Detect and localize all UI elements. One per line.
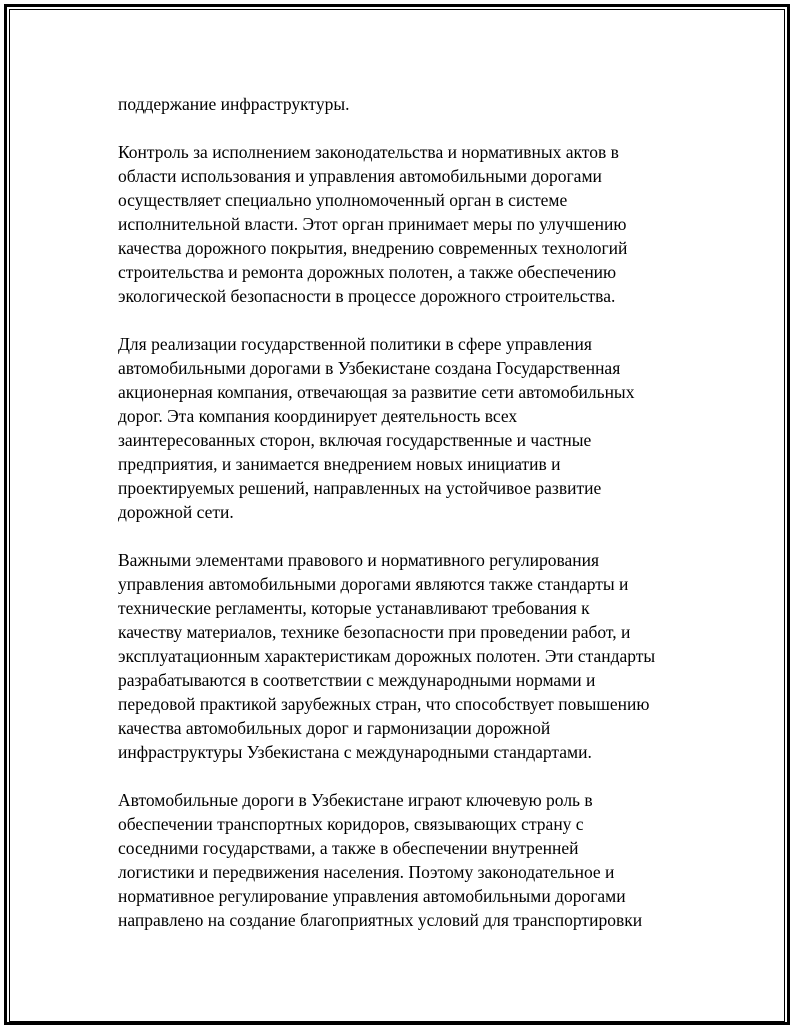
- text-line: качеству материалов, технике безопасности при проведении работ, и: [118, 622, 631, 642]
- paragraph-1: [118, 92, 718, 116]
- text-line: автомобильными дорогами в Узбекистане создана Государственная: [118, 358, 621, 378]
- text-line: логистики и передвижения населения. Поэтому законодательное и: [118, 862, 615, 882]
- text-line: соседними государствами, а также в обеспечении внутренней: [118, 838, 579, 858]
- text-line: дорожной сети.: [118, 502, 234, 522]
- text-line: инфраструктуры Узбекистана с международными стандартами.: [118, 742, 592, 762]
- text-line: технические регламенты, которые устанавливают требования к: [118, 598, 590, 618]
- text-line: предприятия, и занимается внедрением новых инициатив и: [118, 454, 561, 474]
- text-line: исполнительной власти. Этот орган принимает меры по улучшению: [118, 214, 627, 234]
- text-line: акционерная компания, отвечающая за развитие сети автомобильных: [118, 382, 635, 402]
- paragraph-2: [118, 140, 718, 308]
- paragraph-5: [118, 788, 718, 932]
- text-line: заинтересованных сторон, включая государственные и частные: [118, 430, 592, 450]
- text-line: разрабатываются в соответствии с международными нормами и: [118, 670, 596, 690]
- paragraph-gap: [118, 308, 718, 332]
- text-line: управления автомобильными дорогами являются также стандарты и: [118, 574, 629, 594]
- text-line: Контроль за исполнением законодательства и нормативных актов в: [118, 142, 619, 162]
- document-body: [118, 92, 718, 932]
- text-line: нормативное регулирование управления автомобильными дорогами: [118, 886, 626, 906]
- text-line: качества дорожного покрытия, внедрению современных технологий: [118, 238, 628, 258]
- text-line: Автомобильные дороги в Узбекистане играют ключевую роль в: [118, 790, 593, 810]
- paragraph-gap: [118, 524, 718, 548]
- paragraph-3: [118, 332, 718, 524]
- paragraph-gap: [118, 764, 718, 788]
- text-line: Для реализации государственной политики в сфере управления: [118, 334, 592, 354]
- text-line: экологической безопасности в процессе дорожного строительства.: [118, 286, 616, 306]
- text-line: обеспечении транспортных коридоров, связывающих страну с: [118, 814, 584, 834]
- paragraph-gap: [118, 116, 718, 140]
- paragraph-4: [118, 548, 718, 764]
- text-line: осуществляет специально уполномоченный орган в системе: [118, 190, 568, 210]
- text-line: передовой практикой зарубежных стран, что способствует повышению: [118, 694, 650, 714]
- text-line: поддержание инфраструктуры.: [118, 94, 350, 114]
- text-line: направлено на создание благоприятных условий для транспортировки: [118, 910, 643, 930]
- text-line: области использования и управления автомобильными дорогами: [118, 166, 602, 186]
- text-line: эксплуатационным характеристикам дорожных полотен. Эти стандарты: [118, 646, 656, 666]
- text-line: строительства и ремонта дорожных полотен, а также обеспечению: [118, 262, 617, 282]
- text-line: проектируемых решений, направленных на устойчивое развитие: [118, 478, 602, 498]
- text-line: качества автомобильных дорог и гармонизации дорожной: [118, 718, 551, 738]
- text-line: Важными элементами правового и нормативного регулирования: [118, 550, 600, 570]
- text-line: дорог. Эта компания координирует деятельность всех: [118, 406, 518, 426]
